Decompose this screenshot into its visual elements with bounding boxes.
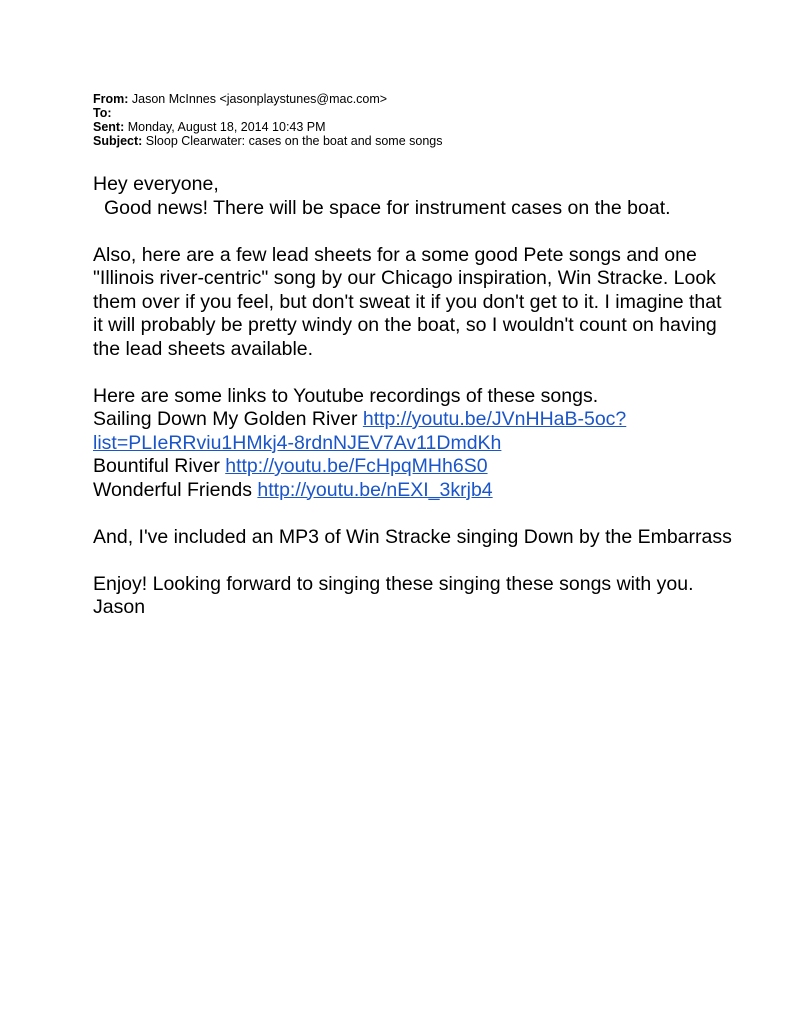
song-title: Wonderful Friends	[93, 478, 252, 501]
to-label: To:	[93, 106, 112, 120]
mp3-note: And, I've included an MP3 of Win Stracke singing Down by the Embarrass	[93, 525, 732, 548]
email-body	[93, 173, 733, 620]
sent-label: Sent:	[93, 120, 125, 134]
sent-line	[93, 120, 733, 134]
song-link-continued[interactable]: list=PLIeRRviu1HMkj4-8rdnNJEV7Av11DmdKh	[93, 431, 502, 454]
song-link[interactable]: http://youtu.be/JVnHHaB-5oc?	[362, 408, 627, 430]
song-title: Sailing Down My Golden River	[93, 408, 358, 430]
subject-line	[93, 134, 733, 148]
paragraph-gap	[93, 220, 733, 244]
song-entry-bountiful	[93, 455, 733, 479]
email-header	[93, 92, 733, 148]
song-entry-wonderful	[93, 479, 733, 503]
links-intro: Here are some links to Youtube recordings of these songs.	[93, 384, 599, 407]
to-line	[93, 106, 733, 120]
song-link[interactable]: http://youtu.be/nEXI_3krjb4	[257, 478, 493, 501]
song-title: Bountiful River	[93, 455, 220, 477]
paragraph-gap	[93, 549, 733, 573]
sent-value: Monday, August 18, 2014 10:43 PM	[127, 120, 326, 134]
from-label: From:	[93, 92, 129, 106]
subject-label: Subject:	[93, 134, 143, 148]
from-value: Jason McInnes <jasonplaystunes@mac.com>	[131, 92, 388, 106]
greeting: Hey everyone,	[93, 173, 219, 195]
song-entry-sailing	[93, 408, 733, 455]
good-news-paragraph: Good news! There will be space for instrument cases on the boat.	[104, 196, 671, 219]
paragraph-gap	[93, 502, 733, 526]
lead-sheets-paragraph: Also, here are a few lead sheets for a some good Pete songs and one "Illinois river-centric" song by our Chicago inspiration, Win Stracke. Look them over if you feel, but don't sweat it if you don't get to it. I imagine that it will probably be pretty windy on the boat, so I wouldn't count on having the lead sheets available.	[93, 243, 722, 360]
signature: Jason	[93, 596, 146, 618]
closing-paragraph: Enjoy! Looking forward to singing these singing these songs with you.	[93, 572, 694, 595]
paragraph-gap	[93, 361, 733, 385]
from-line	[93, 92, 733, 106]
subject-value: Sloop Clearwater: cases on the boat and some songs	[145, 134, 443, 148]
song-link[interactable]: http://youtu.be/FcHpqMHh6S0	[225, 455, 488, 477]
song-line	[93, 408, 733, 432]
